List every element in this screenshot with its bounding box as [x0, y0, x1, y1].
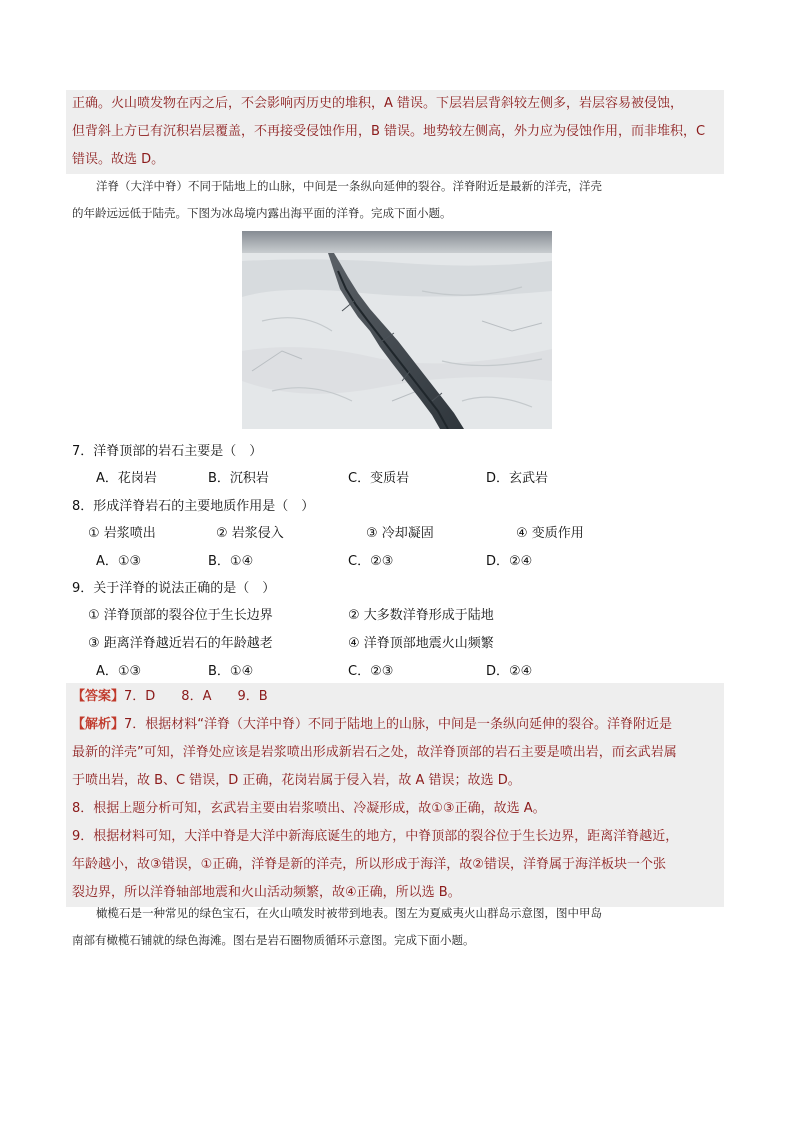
material-paragraph-olivine [72, 900, 722, 954]
question-7-option-b: B．沉积岩 [208, 471, 269, 486]
analysis-line: 年龄越小，故③错误，①正确，洋脊是新的洋壳，所以形成于海洋，故②错误，洋脊属于海洋板块一个张 [72, 857, 666, 872]
question-9-stem: 9．关于洋脊的说法正确的是（ ） [72, 581, 276, 596]
analysis-label: 【解析】 [72, 717, 125, 732]
answer-line [72, 683, 718, 711]
ocean-ridge-photo [242, 231, 552, 429]
analysis-line [72, 711, 718, 739]
material-line: 洋脊（大洋中脊）不同于陆地上的山脉，中间是一条纵向延伸的裂谷。洋脊附近是最新的洋壳，洋壳 [96, 179, 602, 193]
analysis-line: 错误。故选 D。 [72, 152, 165, 167]
material-line: 橄榄石是一种常见的绿色宝石，在火山喷发时被带到地表。图左为夏威夷火山群岛示意图，图中甲岛 [96, 906, 602, 920]
question-8-item-3: ③ 冷却凝固 [366, 526, 434, 541]
analysis-line: 但背斜上方已有沉积岩层覆盖，不再接受侵蚀作用，B 错误。地势较左侧高，外力应为侵蚀作用，而非堆积，C [72, 124, 706, 139]
material-line: 的年龄远远低于陆壳。下图为冰岛境内露出海平面的洋脊。完成下面小题。 [72, 206, 452, 220]
material-line: 南部有橄榄石铺就的绿色海滩。图右是岩石圈物质循环示意图。完成下面小题。 [72, 933, 475, 947]
question-8-option-d: D．②④ [486, 554, 533, 569]
ridge-photo-graphic [242, 231, 552, 429]
question-8-stem: 8．形成洋脊岩石的主要地质作用是（ ） [72, 499, 315, 514]
question-9-option-d: D．②④ [486, 664, 533, 679]
question-8-item-1: ① 岩浆喷出 [88, 526, 156, 541]
question-8-option-a: A．①③ [96, 554, 142, 569]
analysis-line: 于喷出岩，故 B、C 错误，D 正确，花岗岩属于侵入岩，故 A 错误；故选 D。 [72, 773, 521, 788]
question-8-option-c: C．②③ [348, 554, 394, 569]
answer-label: 【答案】 [72, 689, 125, 704]
analysis-line: 8．根据上题分析可知，玄武岩主要由岩浆喷出、冷凝形成，故①③正确，故选 A。 [72, 801, 546, 816]
question-9-option-b: B．①④ [208, 664, 254, 679]
question-8-option-b: B．①④ [208, 554, 254, 569]
question-7-option-c: C．变质岩 [348, 471, 410, 486]
analysis-line: 最新的洋壳”可知，洋脊处应该是岩浆喷出形成新岩石之处，故洋脊顶部的岩石主要是喷出岩，而玄武岩属 [72, 745, 677, 760]
previous-analysis-block [66, 90, 724, 174]
question-9-item-2: ② 大多数洋脊形成于陆地 [348, 608, 494, 623]
question-8-item-2: ② 岩浆侵入 [216, 526, 284, 541]
analysis-line: 正确。火山喷发物在丙之后，不会影响丙历史的堆积，A 错误。下层岩层背斜较左侧多，岩层容易被侵蚀， [72, 96, 684, 111]
material-paragraph-ridge [72, 173, 722, 227]
question-8-item-4: ④ 变质作用 [516, 526, 584, 541]
answer-text: 7．D 8．A 9．B [124, 689, 268, 704]
analysis-line: 裂边界，所以洋脊轴部地震和火山活动频繁，故④正确，所以选 B。 [72, 885, 461, 900]
analysis-text: 7．根据材料“洋脊（大洋中脊）不同于陆地上的山脉，中间是一条纵向延伸的裂谷。洋脊附近是 [124, 717, 673, 732]
question-7-stem: 7．洋脊顶部的岩石主要是（ ） [72, 444, 263, 459]
question-9-item-1: ① 洋脊顶部的裂谷位于生长边界 [88, 608, 273, 623]
question-9-item-4: ④ 洋脊顶部地震火山频繁 [348, 636, 494, 651]
analysis-line: 9．根据材料可知，大洋中脊是大洋中新海底诞生的地方，中脊顶部的裂谷位于生长边界，距离洋脊越近， [72, 829, 679, 844]
answer-analysis-block [66, 683, 724, 907]
question-9-option-c: C．②③ [348, 664, 394, 679]
question-7-option-a: A．花岗岩 [96, 471, 157, 486]
question-9-option-a: A．①③ [96, 664, 142, 679]
question-9-item-3: ③ 距离洋脊越近岩石的年龄越老 [88, 636, 273, 651]
question-7-option-d: D．玄武岩 [486, 471, 549, 486]
